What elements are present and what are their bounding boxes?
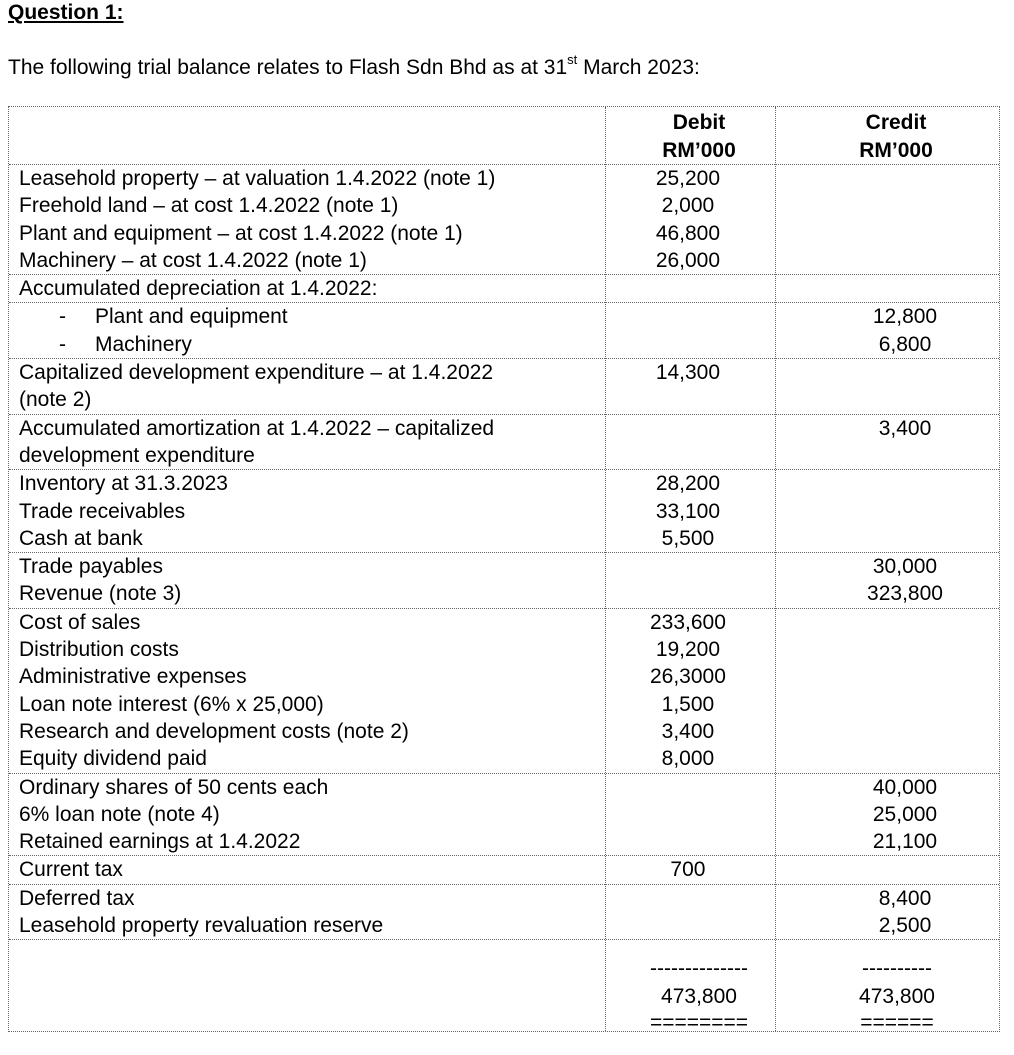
debit-amount: 19,200	[655, 638, 721, 662]
trial-balance-table	[8, 106, 1000, 1032]
account-name: Research and development costs (note 2)	[19, 719, 409, 743]
debit-amount: 26,000	[655, 248, 721, 272]
credit-cell	[811, 609, 999, 773]
account-name: Accumulated depreciation at 1.4.2022:	[19, 277, 378, 301]
debit-cell	[599, 470, 777, 552]
account-name: Ordinary shares of 50 cents each	[19, 775, 329, 799]
row-description	[9, 470, 599, 552]
intro-text-end: March 2023:	[577, 56, 700, 79]
debit-cell	[599, 415, 777, 470]
row-description	[9, 165, 599, 274]
account-name: Retained earnings at 1.4.2022	[19, 830, 301, 854]
credit-amount: 8,400	[878, 886, 932, 910]
debit-amount: 3,400	[661, 719, 715, 743]
account-name: Plant and equipment	[95, 305, 288, 329]
debit-amount: 1,500	[661, 692, 715, 716]
debit-total: 473,800	[661, 985, 737, 1008]
debit-header-unit: RM’000	[662, 139, 736, 162]
debit-cell	[599, 359, 777, 414]
credit-amount: 40,000	[872, 775, 938, 799]
account-name: Freehold land – at cost 1.4.2022 (note 1)	[19, 194, 399, 218]
debit-cell	[599, 275, 777, 302]
debit-amount: 26,3000	[649, 665, 726, 689]
account-name: Machinery	[95, 332, 192, 356]
debit-amount: 2,000	[661, 194, 715, 218]
table-row	[9, 469, 999, 552]
debit-amount: 700	[670, 858, 706, 882]
debit-header-label: Debit	[672, 111, 726, 134]
account-name: Cost of sales	[19, 610, 141, 634]
table-row	[9, 414, 999, 470]
credit-amount: 2,500	[878, 914, 932, 938]
table-row	[9, 302, 999, 358]
account-name: Machinery – at cost 1.4.2022 (note 1)	[19, 248, 367, 272]
credit-amount: 3,400	[878, 416, 932, 440]
credit-cell	[811, 415, 999, 470]
account-name: Cash at bank	[19, 526, 143, 550]
debit-cell	[599, 885, 777, 940]
row-description	[9, 553, 599, 608]
credit-amount: 323,800	[867, 582, 943, 606]
question-title: Question 1:	[8, 1, 124, 24]
account-name: Inventory at 31.3.2023	[19, 472, 228, 496]
account-name: (note 2)	[19, 388, 92, 412]
account-name: Equity dividend paid	[19, 747, 207, 771]
credit-cell	[811, 856, 999, 883]
credit-cell	[811, 359, 999, 414]
credit-header	[796, 109, 996, 165]
credit-cell	[811, 774, 999, 856]
account-name: Trade receivables	[19, 499, 186, 523]
row-description	[9, 415, 599, 470]
table-row	[9, 164, 999, 274]
account-name: Trade payables	[19, 555, 163, 579]
sub-item-column	[95, 303, 288, 358]
credit-cell	[811, 885, 999, 940]
debit-amount: 5,500	[661, 526, 715, 550]
account-name: Plant and equipment – at cost 1.4.2022 (note 1)	[19, 221, 463, 245]
table-row	[9, 884, 999, 940]
table-row	[9, 552, 999, 608]
credit-cell	[811, 470, 999, 552]
credit-amount: 12,800	[872, 305, 938, 329]
table-row	[9, 855, 999, 883]
bullet-dash: -	[59, 332, 66, 356]
table-row	[9, 274, 999, 302]
debit-amount: 14,300	[655, 361, 721, 385]
account-name: Administrative expenses	[19, 665, 247, 689]
table-row	[9, 773, 999, 856]
credit-cell	[811, 165, 999, 274]
row-description	[9, 303, 599, 358]
debit-cell	[599, 774, 777, 856]
debit-amount: 46,800	[655, 221, 721, 245]
row-description	[9, 856, 599, 883]
account-name: Deferred tax	[19, 886, 135, 910]
account-name: Revenue (note 3)	[19, 582, 182, 606]
table-bottom-rule	[9, 939, 999, 940]
debit-amount: 28,200	[655, 472, 721, 496]
account-name: Distribution costs	[19, 638, 179, 662]
account-name: Leasehold property revaluation reserve	[19, 914, 384, 938]
row-description	[9, 774, 599, 856]
debit-single-rule: --------------	[650, 957, 748, 980]
table-row	[9, 358, 999, 414]
debit-amount: 33,100	[655, 499, 721, 523]
credit-total: 473,800	[859, 985, 935, 1008]
debit-double-rule: ========	[649, 1011, 749, 1034]
credit-cell	[811, 553, 999, 608]
intro-ordinal-suffix: st	[567, 52, 578, 67]
table-row	[9, 608, 999, 773]
credit-header-label: Credit	[865, 111, 927, 134]
row-description	[9, 609, 599, 773]
row-description	[9, 359, 599, 414]
account-name: Current tax	[19, 858, 123, 882]
account-name: development expenditure	[19, 443, 255, 467]
table-body	[9, 164, 999, 940]
row-description	[9, 275, 599, 302]
credit-amount: 6,800	[878, 332, 932, 356]
account-name: Accumulated amortization at 1.4.2022 – capitalized	[19, 416, 495, 440]
debit-cell	[599, 856, 777, 883]
intro-sentence	[8, 54, 700, 80]
account-name: 6% loan note (note 4)	[19, 802, 220, 826]
account-name: Capitalized development expenditure – at 1.4.2022	[19, 361, 493, 385]
debit-cell	[599, 165, 777, 274]
credit-cell	[811, 275, 999, 302]
debit-cell	[599, 553, 777, 608]
credit-header-unit: RM’000	[859, 139, 933, 162]
debit-header	[599, 109, 799, 165]
account-name: Leasehold property – at valuation 1.4.2022 (note 1)	[19, 167, 496, 190]
credit-amount: 30,000	[872, 555, 938, 579]
debit-amount: 8,000	[661, 747, 715, 771]
bullet-dash-column	[19, 303, 95, 358]
debit-amount: 233,600	[649, 610, 726, 634]
row-description	[9, 885, 599, 940]
debit-cell	[599, 303, 777, 358]
debit-cell	[599, 609, 777, 773]
credit-single-rule: ----------	[862, 957, 932, 980]
credit-cell	[811, 303, 999, 358]
account-name: Loan note interest (6% x 25,000)	[19, 692, 324, 716]
credit-amount: 25,000	[872, 802, 938, 826]
credit-double-rule: ======	[860, 1011, 934, 1034]
credit-amount: 21,100	[872, 830, 938, 854]
debit-amount: 25,200	[655, 167, 721, 190]
intro-text-start: The following trial balance relates to Flash Sdn Bhd as at 31	[8, 56, 568, 79]
bullet-dash: -	[59, 305, 66, 329]
